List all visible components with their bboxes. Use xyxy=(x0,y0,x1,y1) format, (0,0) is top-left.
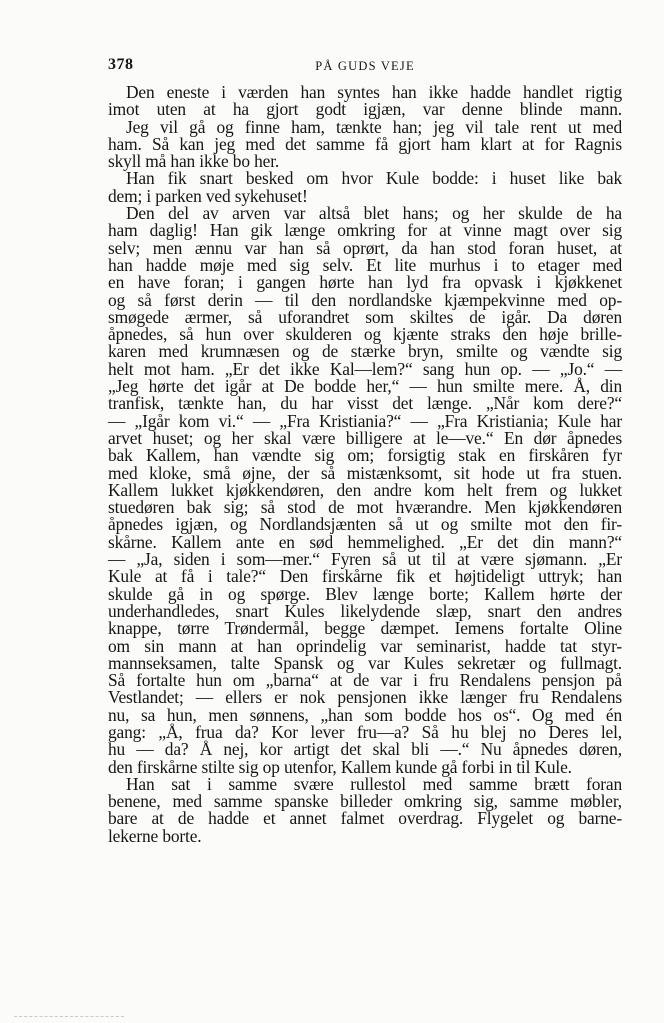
text-line: knappe, tørre Trøndermål, begge dæmpet. Iemens fortalte Oline xyxy=(108,618,622,639)
text-line: imot uten at ha gjort godt igjæn, var denne blinde mann. xyxy=(108,99,622,120)
body-text xyxy=(108,84,622,845)
text-line: dem; i parken ved sykehuset! xyxy=(108,185,308,206)
text-line: Jeg vil gå og finne ham, tænkte han; jeg vil tale rent ut med xyxy=(126,116,622,137)
text-line: stuedøren bak sig; så stod de mot hværandre. Men kjøkkendøren xyxy=(108,497,622,518)
text-line: Så fortalte hun om „barna“ at de var i fru Rendalens pensjon på xyxy=(108,670,622,691)
text-line: og så først derin — til den nordlandske kjæmpekvinne med op- xyxy=(108,289,622,310)
text-line: Den eneste i værden han syntes han ikke hadde handlet rigtig xyxy=(126,82,622,102)
text-line: åpnedes igjæn, og Nordlandsjænten så ut og smilte mot den fir- xyxy=(108,514,622,535)
text-line: han hadde møje med sig selv. Et lite murhus i to etager med xyxy=(108,254,622,275)
running-title: PÅ GUDS VEJE xyxy=(315,59,415,73)
text-line: arvet huset; og her skal være billigere at le—ve.“ En dør åpnedes xyxy=(108,427,622,448)
text-line: skulde gå in og spørge. Blev længe borte; Kallem hørte der xyxy=(108,583,622,604)
text-line: Kallem lukket kjøkkendøren, den andre kom helt frem og lukket xyxy=(108,479,622,500)
page-number: 378 xyxy=(108,56,134,73)
text-line: underhandledes, snart Kules likelydende slæp, snart den andres xyxy=(108,600,622,621)
text-line: tranfisk, tænkte han, du har visst det længe. „Når kom dere?“ xyxy=(108,393,622,414)
text-line: hu — da? Å nej, kor artigt det skal bli —.“ Nu åpnedes døren, xyxy=(108,739,622,760)
text-line: Den del av arven var altså blet hans; og her skulde de ha xyxy=(126,203,622,224)
text-line: mannseksamen, talte Spansk og var Kules sekretær og fullmagt. xyxy=(108,652,622,673)
text-line: — „Igår kom vi.“ — „Fra Kristiania?“ — „Fra Kristiania; Kule har xyxy=(108,410,622,431)
text-line: bare at de hadde et annet falmet overdrag. Flygelet og barne- xyxy=(108,808,622,829)
text-line: med kloke, små øjne, der så mistænksomt, sit hode ut fra stuen. xyxy=(108,462,622,483)
text-line: benene, med samme spanske billeder omkring sig, samme møbler, xyxy=(108,791,622,812)
text-line: gang: „Å, frua da? Kor lever fru—a? Så hu blej no Deres lel, xyxy=(108,721,622,742)
text-line: skyll må han ikke bo her. xyxy=(108,151,280,172)
text-line: ham. Så kan jeg med det samme få gjort ham klart at for Ragnis xyxy=(108,133,622,154)
scan-edge-mark xyxy=(14,1016,124,1019)
text-line: en have foran; i gangen hørte han lyd fra opvask i kjøkkenet xyxy=(108,272,622,293)
text-line: nu, sa hun, men sønnens, „han som bodde hos os“. Og med én xyxy=(108,704,622,725)
text-line: åpnedes, så hun over skulderen og kjænte straks den høje brille- xyxy=(108,324,622,345)
text-line: om sin mann at han oprindelig var seminarist, hadde tat styr- xyxy=(108,635,622,656)
text-line: Han fik snart besked om hvor Kule bodde: i huset like bak xyxy=(126,168,622,189)
text-line: helt mot ham. „Er det ikke Kal—lem?“ sang hun op. — „Jo.“ — xyxy=(108,358,622,379)
text-line: ham daglig! Han gik længe omkring for at vinne magt over sig xyxy=(108,220,622,241)
text-line: Kule at få i tale?“ Den firskårne fik et højtideligt uttryk; han xyxy=(108,566,622,587)
text-line: lekerne borte. xyxy=(108,825,202,846)
text-line: bak Kallem, han vændte sig om; forsigtig stak en firskåren fyr xyxy=(108,445,622,466)
page-header xyxy=(108,56,622,80)
text-line: den firskårne stilte sig op utenfor, Kallem kunde gå forbi in til Kule. xyxy=(108,756,572,777)
text-line: skårne. Kallem ante en sød hemmelighed. „Er det din mann?“ xyxy=(108,531,622,552)
text-line: Han sat i samme svære rullestol med samme brætt foran xyxy=(126,773,622,794)
text-line: — „Ja, siden i som—mer.“ Fyren så ut til at være sjømann. „Er xyxy=(108,549,622,570)
text-line: karen med krumnæsen og de stærke bryn, smilte og vændte sig xyxy=(108,341,622,362)
text-line: Vestlandet; — ellers er nok pensjonen ikke længer fru Rendalens xyxy=(108,687,622,708)
text-line: smøgede ærmer, så uforandret som skiltes de igår. Da døren xyxy=(108,306,622,327)
text-line: selv; men ænnu var han så oprørt, da han stod foran huset, at xyxy=(108,237,622,258)
text-line: „Jeg hørte det igår at De bodde her,“ — hun smilte mere. Å, din xyxy=(108,376,622,397)
